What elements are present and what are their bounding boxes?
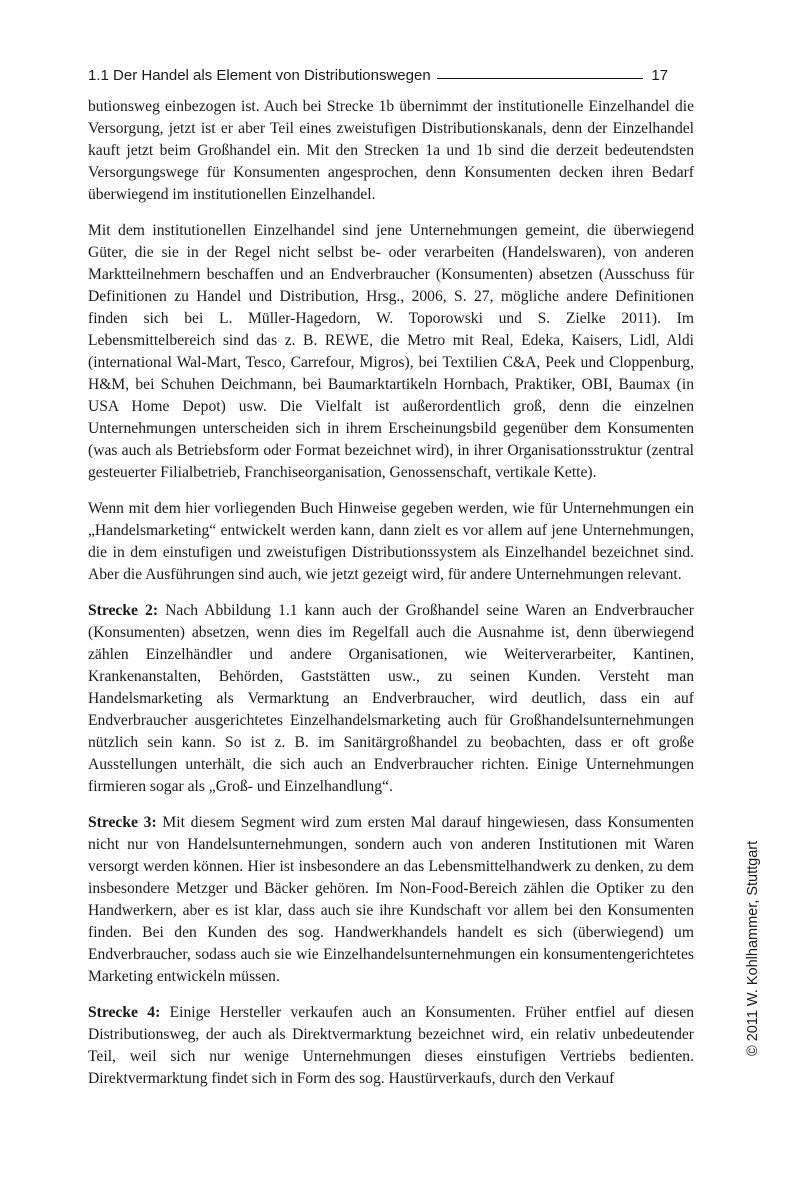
paragraph-label: Strecke 3: <box>88 814 157 831</box>
page-number: 17 <box>651 67 668 84</box>
paragraph-label: Strecke 4: <box>88 1004 161 1021</box>
paragraph <box>88 220 694 484</box>
paragraph <box>88 96 694 206</box>
paragraph-text: Mit diesem Segment wird zum ersten Mal darauf hingewiesen, dass Konsumenten nicht nur von Handelsunternehmungen, sondern auch von anderen Institutionen mit Waren versorgt werden können. Hier ist insbesondere an das Lebensmittelhandwerk zu denken, zu dem insbesondere Metzger und Bäcker gehören. Im Non-Food-Bereich zählen die Optiker zu den Handwerkern, aber es ist klar, dass auch sie ihre Kundschaft vor allem bei den Konsumenten finden. Bei den Kunden des sog. Handwerkhandels handelt es sich (überwiegend) um Endverbraucher, sodass auch sie wie Einzelhandelsunternehmungen ein konsumentengerichtetes Marketing entwickeln müssen. <box>88 814 694 985</box>
paragraph <box>88 812 694 988</box>
paragraph-text: butionsweg einbezogen ist. Auch bei Strecke 1b übernimmt der institutionelle Einzelhandel die Versorgung, jetzt ist er aber Teil eines zweistufigen Distributionskanals, denn der Einzelhandel kauft jetzt beim Großhandel ein. Mit den Strecken 1a und 1b sind die derzeit bedeutendsten Versorgungswege für Konsumenten angesprochen, denn Konsumenten decken ihren Bedarf überwiegend im institutionellen Einzelhandel. <box>88 98 694 203</box>
copyright-notice: © 2011 W. Kohlhammer, Stuttgart <box>745 840 761 1056</box>
paragraph-text: Mit dem institutionellen Einzelhandel sind jene Unternehmungen gemeint, die überwiegend Güter, die sie in der Regel nicht selbst be- oder verarbeiten (Handelswaren), von anderen Marktteilnehmern beschaffen und an Endverbraucher (Konsumenten) absetzen (Ausschuss für Definitionen zu Handel und Distribution, Hrsg., 2006, S. 27, mögliche andere Definitionen finden sich bei L. Müller-Hagedorn, W. Toporowski und S. Zielke 2011). Im Lebensmittelbereich sind das z. B. REWE, die Metro mit Real, Edeka, Kaisers, Lidl, Aldi (international Wal-Mart, Tesco, Carrefour, Migros), bei Textilien C&A, Peek und Cloppenburg, H&M, bei Schuhen Deichmann, bei Baumarktartikeln Hornbach, Praktiker, OBI, Baumax (in USA Home Depot) usw. Die Vielfalt ist außerordentlich groß, denn die einzelnen Unternehmungen unterscheiden sich in ihrem Erscheinungsbild gegenüber dem Konsumenten (was auch als Betriebsform oder Format bezeichnet wird), in ihrer Organisationsstruktur (zentral gesteuerter Filialbetrieb, Franchiseorganisation, Genossenschaft, vertikale Kette). <box>88 222 694 481</box>
paragraph-text: Einige Hersteller verkaufen auch an Konsumenten. Früher entfiel auf diesen Distributionsweg, der auch als Direktvermarktung bezeichnet wird, ein relativ unbedeutender Teil, weil sich nur wenige Unternehmungen dieses einstufigen Vertriebs bedienten. Direktvermarktung findet sich in Form des sog. Haustürverkaufs, durch den Verkauf <box>88 1004 694 1087</box>
paragraph-label: Strecke 2: <box>88 602 159 619</box>
paragraph <box>88 1002 694 1090</box>
paragraph <box>88 600 694 798</box>
running-header <box>88 62 668 84</box>
paragraph <box>88 498 694 586</box>
section-title: 1.1 Der Handel als Element von Distributionswegen <box>88 67 431 84</box>
paragraph-text: Wenn mit dem hier vorliegenden Buch Hinweise gegeben werden, wie für Unternehmungen ein „Handelsmarketing“ entwickelt werden kann, dann zielt es vor allem auf jene Unternehmungen, die in dem einstufigen und zweistufigen Distributionssystem als Einzelhandel bezeichnet sind. Aber die Ausführungen sind auch, wie jetzt gezeigt wird, für andere Unternehmungen relevant. <box>88 500 694 583</box>
header-rule <box>437 78 644 79</box>
body-text <box>88 96 694 1104</box>
paragraph-text: Nach Abbildung 1.1 kann auch der Großhandel seine Waren an Endverbraucher (Konsumenten) absetzen, wenn dies im Regelfall auch die Ausnahme ist, denn überwiegend zählen Einzelhändler und andere Organisationen, wie Weiterverarbeiter, Kantinen, Krankenanstalten, Behörden, Gaststätten usw., zu seinen Kunden. Versteht man Handelsmarketing als Vermarktung an Endverbraucher, wird deutlich, dass ein auf Endverbraucher ausgerichtetes Einzelhandelsmarketing auch für Großhandelsunternehmungen nützlich sein kann. So ist z. B. im Sanitärgroßhandel zu beobachten, dass er oft große Ausstellungen unterhält, die sich auch an Endverbraucher richten. Einige Unternehmungen firmieren sogar als „Groß- und Einzelhandlung“. <box>88 602 694 795</box>
